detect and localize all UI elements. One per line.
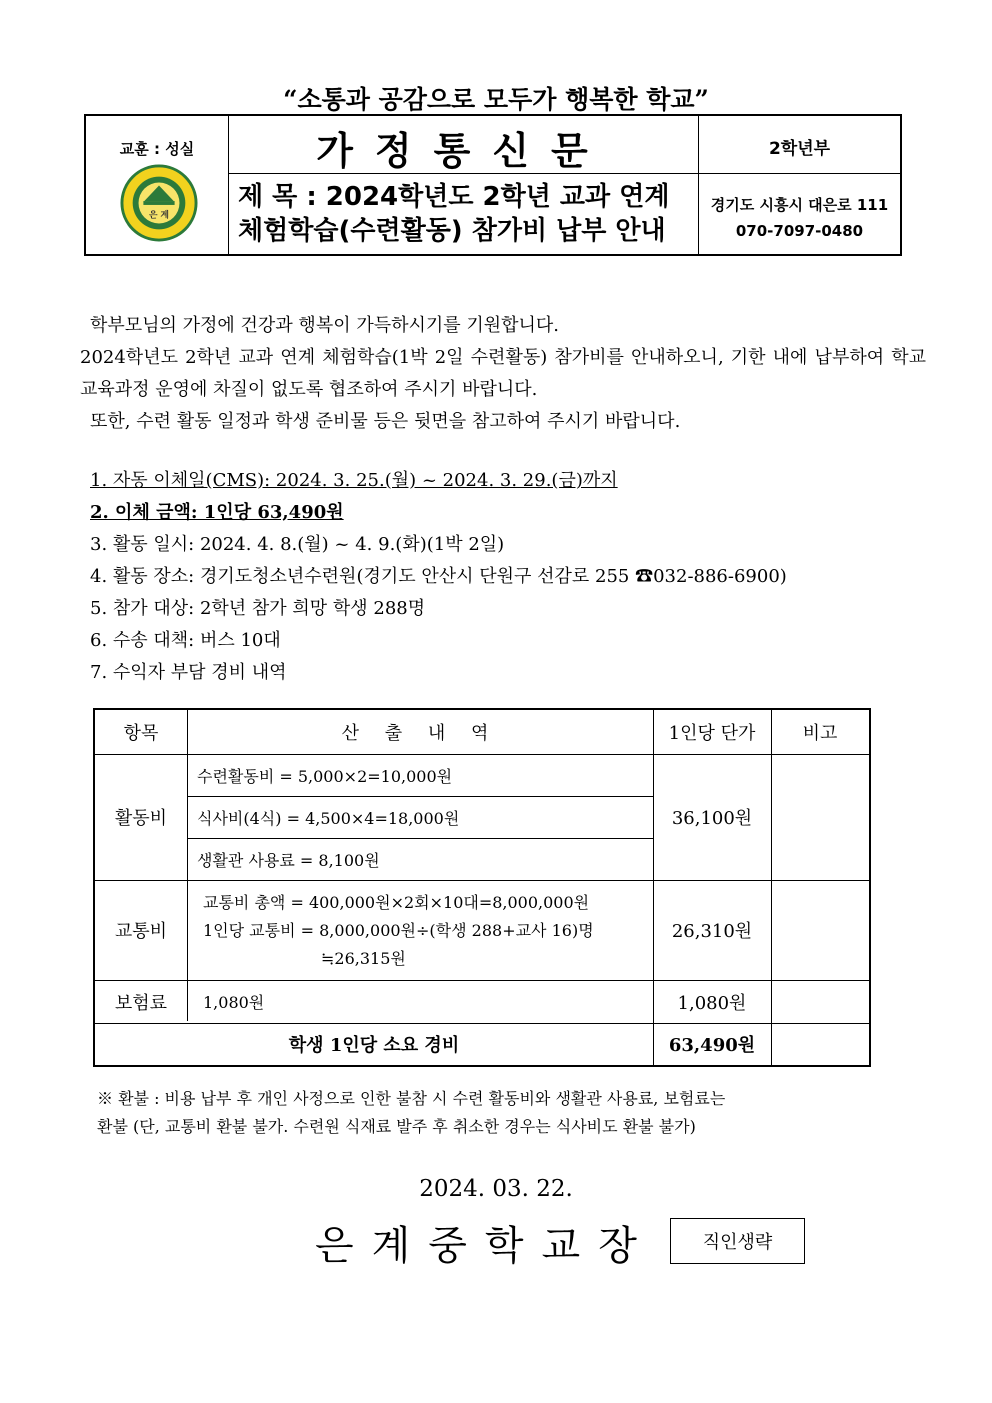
school-motto-label: 교훈 : 성실 — [119, 140, 195, 158]
issue-date: 2024. 03. 22. — [419, 1176, 573, 1202]
subject-line-1: 제 목 : 2024학년도 2학년 교과 연계 — [238, 182, 670, 212]
transport-detail — [187, 880, 653, 980]
list-item: 7. 수익자 부담 경비 내역 — [90, 662, 287, 683]
activity-unit-price: 36,100원 — [671, 808, 753, 829]
school-motto-banner: “소통과 공감으로 모두가 행복한 학교” — [283, 85, 709, 114]
list-item: 4. 활동 장소: 경기도청소년수련원(경기도 안산시 단원구 선감로 255 ☎032-886-6900) — [90, 566, 787, 587]
paper-title: 가정통신문 — [316, 128, 610, 173]
notice-items — [90, 465, 936, 689]
school-contact — [699, 192, 900, 244]
table-rule — [771, 710, 772, 1065]
principal-signature: 은계중학교장 — [315, 1223, 655, 1269]
header-info-column — [699, 116, 900, 254]
activity-detail-line: 식사비(4식) = 4,500×4=18,000원 — [197, 808, 460, 828]
activity-detail-line: 생활관 사용료 = 8,100원 — [197, 850, 380, 870]
subject-title — [238, 180, 698, 248]
list-item: 3. 활동 일시: 2024. 4. 8.(월) ~ 4. 9.(화)(1박 2일) — [90, 534, 505, 555]
cost-table — [93, 708, 871, 1067]
list-item: 1. 자동 이체일(CMS): 2024. 3. 25.(월) ~ 2024. 3. 29.(금)까지 — [90, 470, 618, 491]
transport-detail-line: 교통비 총액 = 400,000원×2회×10대=8,000,000원 — [203, 893, 590, 912]
refund-note — [97, 1085, 897, 1141]
school-phone: 070-7097-0480 — [735, 222, 864, 240]
total-label: 학생 1인당 소요 경비 — [288, 1035, 460, 1056]
row-label-insurance: 보험료 — [114, 992, 168, 1014]
seal-omitted-box: 직인생략 — [670, 1218, 805, 1264]
table-header-detail: 산 출 내 역 — [341, 723, 499, 744]
department-label: 2학년부 — [768, 139, 831, 159]
transport-detail-line: ≒26,315원 — [321, 949, 406, 968]
activity-detail-line: 수련활동비 = 5,000×2=10,000원 — [197, 766, 453, 786]
refund-line: 환불 (단, 교통비 환불 불가. 수련원 식재료 발주 후 취소한 경우는 식사비도 환불 불가) — [97, 1117, 696, 1136]
list-item: 2. 이체 금액: 1인당 63,490원 — [90, 502, 344, 523]
header-main-column — [228, 116, 699, 254]
row-label-transport: 교통비 — [114, 921, 168, 942]
intro-text — [80, 310, 926, 438]
intro-paragraph: 학부모님의 가정에 건강과 행복이 가득하시기를 기원합니다. — [90, 315, 560, 336]
insurance-detail: 1,080원 — [203, 993, 265, 1012]
header-divider — [228, 173, 698, 174]
total-unit-price: 63,490원 — [668, 1035, 756, 1056]
insurance-unit-price: 1,080원 — [677, 992, 747, 1014]
header-logo-column — [86, 116, 229, 254]
refund-line: ※ 환불 : 비용 납부 후 개인 사정으로 인한 불참 시 수련 활동비와 생활관 사용료, 보험료는 — [97, 1089, 726, 1108]
intro-paragraph: 2024학년도 2학년 교과 연계 체험학습(1박 2일 수련활동) 참가비를 안내하오니, 기한 내에 납부하여 학교 교육과정 운영에 차질이 없도록 협조하여 주시기 바랍니다. — [80, 347, 926, 400]
header-divider — [699, 173, 900, 174]
emblem-text: 은 계 — [149, 210, 169, 221]
row-label-activity: 활동비 — [114, 808, 168, 829]
subject-line-2: 체험학습(수련활동) 참가비 납부 안내 — [238, 216, 666, 246]
list-item: 6. 수송 대책: 버스 10대 — [90, 630, 281, 651]
newsletter-header — [84, 114, 902, 256]
school-address: 경기도 시흥시 대은로 111 — [710, 196, 889, 214]
table-header-unit-price: 1인당 단가 — [668, 723, 756, 744]
transport-unit-price: 26,310원 — [671, 921, 753, 942]
transport-detail-line: 1인당 교통비 = 8,000,000원÷(학생 288+교사 16)명 — [203, 921, 594, 940]
table-header-item: 항목 — [123, 723, 159, 744]
table-header-note: 비고 — [802, 723, 838, 744]
list-item: 5. 참가 대상: 2학년 참가 희망 학생 288명 — [90, 598, 426, 619]
school-emblem-icon — [120, 164, 198, 242]
intro-paragraph: 또한, 수련 활동 일정과 학생 준비물 등은 뒷면을 참고하여 주시기 바랍니다. — [90, 411, 681, 432]
